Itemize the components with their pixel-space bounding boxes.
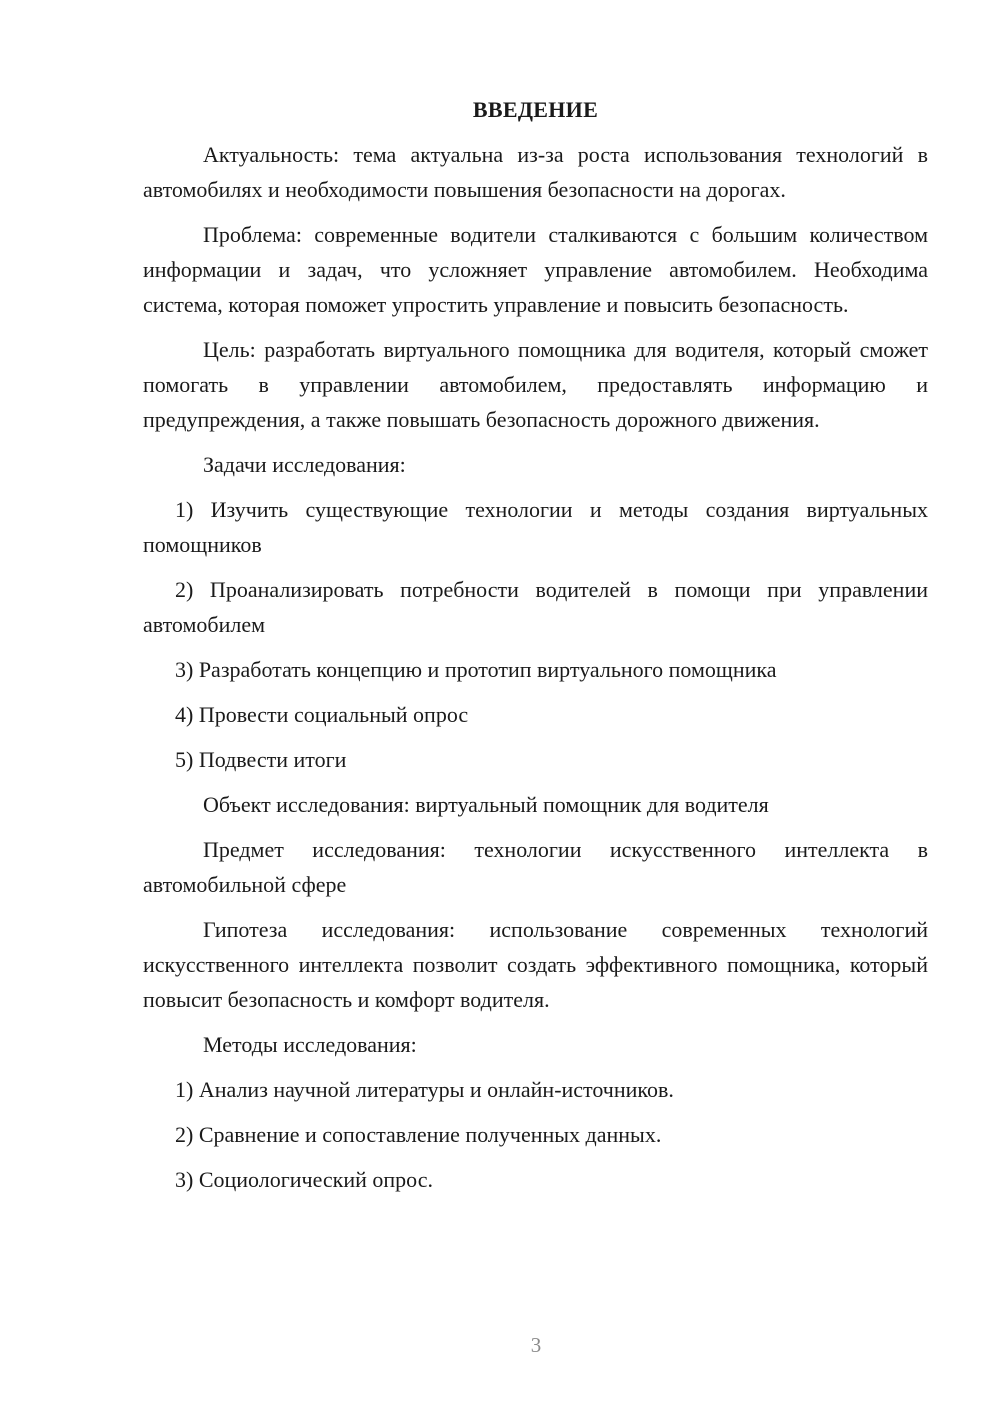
methods-title: Методы исследования: [203, 1032, 417, 1057]
method-item: 1) Анализ научной литературы и онлайн-источников. [175, 1077, 674, 1102]
task-item: 3) Разработать концепцию и прототип виртуального помощника [175, 657, 777, 682]
method-item: 2) Сравнение и сопоставление полученных данных. [175, 1122, 662, 1147]
section-heading: ВВЕДЕНИЕ [472, 97, 599, 122]
goal-paragraph: Цель: разработать виртуального помощника для водителя, который сможет помогать в управлении автомобилем, предоставлять информацию и предупреждения, а также повышать безопасность дорожного движения. [143, 337, 928, 432]
subject-paragraph: Предмет исследования: технологии искусственного интеллекта в автомобильной сфере [143, 837, 928, 897]
hypothesis-paragraph: Гипотеза исследования: использование современных технологий искусственного интеллекта позволит создать эффективного помощника, который повысит безопасность и комфорт водителя. [143, 917, 928, 1012]
method-item: 3) Социологический опрос. [175, 1167, 433, 1192]
relevance-paragraph: Актуальность: тема актуальна из-за роста использования технологий в автомобилях и необходимости повышения безопасности на дорогах. [143, 142, 928, 202]
tasks-title: Задачи исследования: [203, 452, 406, 477]
page-content [143, 92, 928, 1207]
task-item: 2) Проанализировать потребности водителей в помощи при управлении автомобилем [143, 577, 928, 637]
problem-paragraph: Проблема: современные водители сталкиваются с большим количеством информации и задач, что усложняет управление автомобилем. Необходима система, которая поможет упростить управление и повысить безопасность. [143, 222, 928, 317]
object-paragraph: Объект исследования: виртуальный помощник для водителя [203, 792, 769, 817]
task-item: 1) Изучить существующие технологии и методы создания виртуальных помощников [143, 497, 928, 557]
task-item: 4) Провести социальный опрос [175, 702, 469, 727]
task-item: 5) Подвести итоги [175, 747, 347, 772]
page-number: 3 [530, 1333, 542, 1357]
